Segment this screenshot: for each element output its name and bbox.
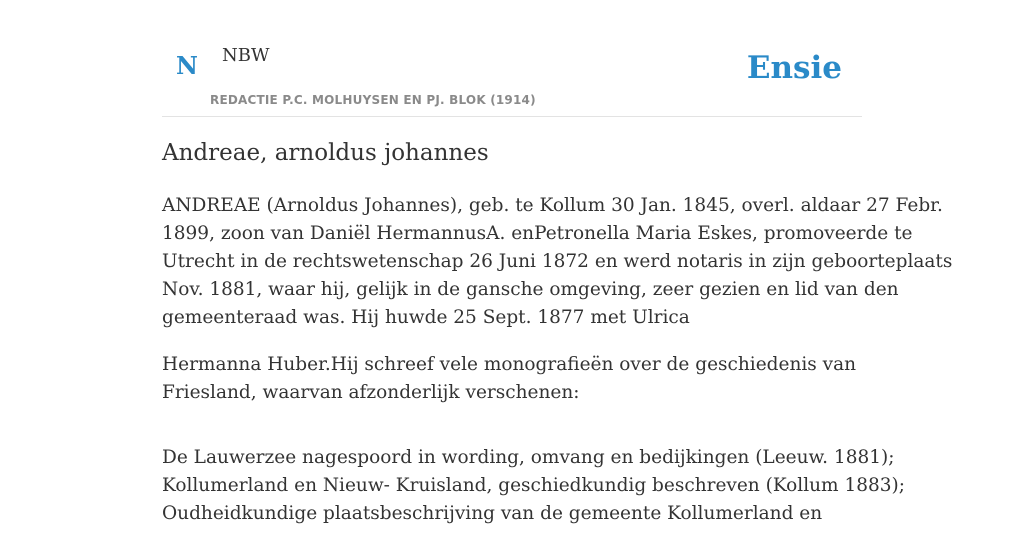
text-line: Oudheidkundige plaatsbeschrijving van de gemeente Kollumerland en	[162, 503, 823, 524]
text-line: De Lauwerzee nagespoord in wording, omvang en bedijkingen (Leeuw. 1881);	[162, 447, 895, 468]
source-header	[162, 0, 862, 117]
text-line: Kollumerland en Nieuw- Kruisland, geschiedkundig beschreven (Kollum 1883);	[162, 475, 905, 496]
article-paragraph	[162, 444, 905, 528]
text-line: 1899, zoon van Daniël HermannusA. enPetronella Maria Eskes, promoveerde te	[162, 223, 913, 244]
text-line: Hermanna Huber.Hij schreef vele monografieën over de geschiedenis van	[162, 354, 857, 375]
text-line: Friesland, waarvan afzonderlijk verschenen:	[162, 382, 580, 403]
article-paragraph	[162, 351, 866, 407]
text-line: ANDREAE (Arnoldus Johannes), geb. te Kollum 30 Jan. 1845, overl. aldaar 27 Febr.	[162, 195, 943, 216]
article-title: Andreae, arnoldus johannes	[162, 140, 489, 166]
article-paragraph	[162, 192, 953, 332]
article-body	[162, 192, 953, 547]
source-logo[interactable]: N	[176, 51, 198, 80]
source-editors: REDACTIE P.C. MOLHUYSEN EN PJ. BLOK (1914)	[210, 93, 536, 107]
source-name[interactable]: NBW	[222, 45, 270, 66]
text-line: Utrecht in de rechtswetenschap 26 Juni 1872 en werd notaris in zijn geboorteplaats	[162, 251, 953, 272]
brand-logo-link[interactable]: Ensie	[746, 50, 842, 86]
text-line: Nov. 1881, waar hij, gelijk in de gansche omgeving, zeer gezien en lid van den	[162, 279, 899, 300]
text-line: gemeenteraad was. Hij huwde 25 Sept. 1877 met Ulrica	[162, 307, 690, 328]
